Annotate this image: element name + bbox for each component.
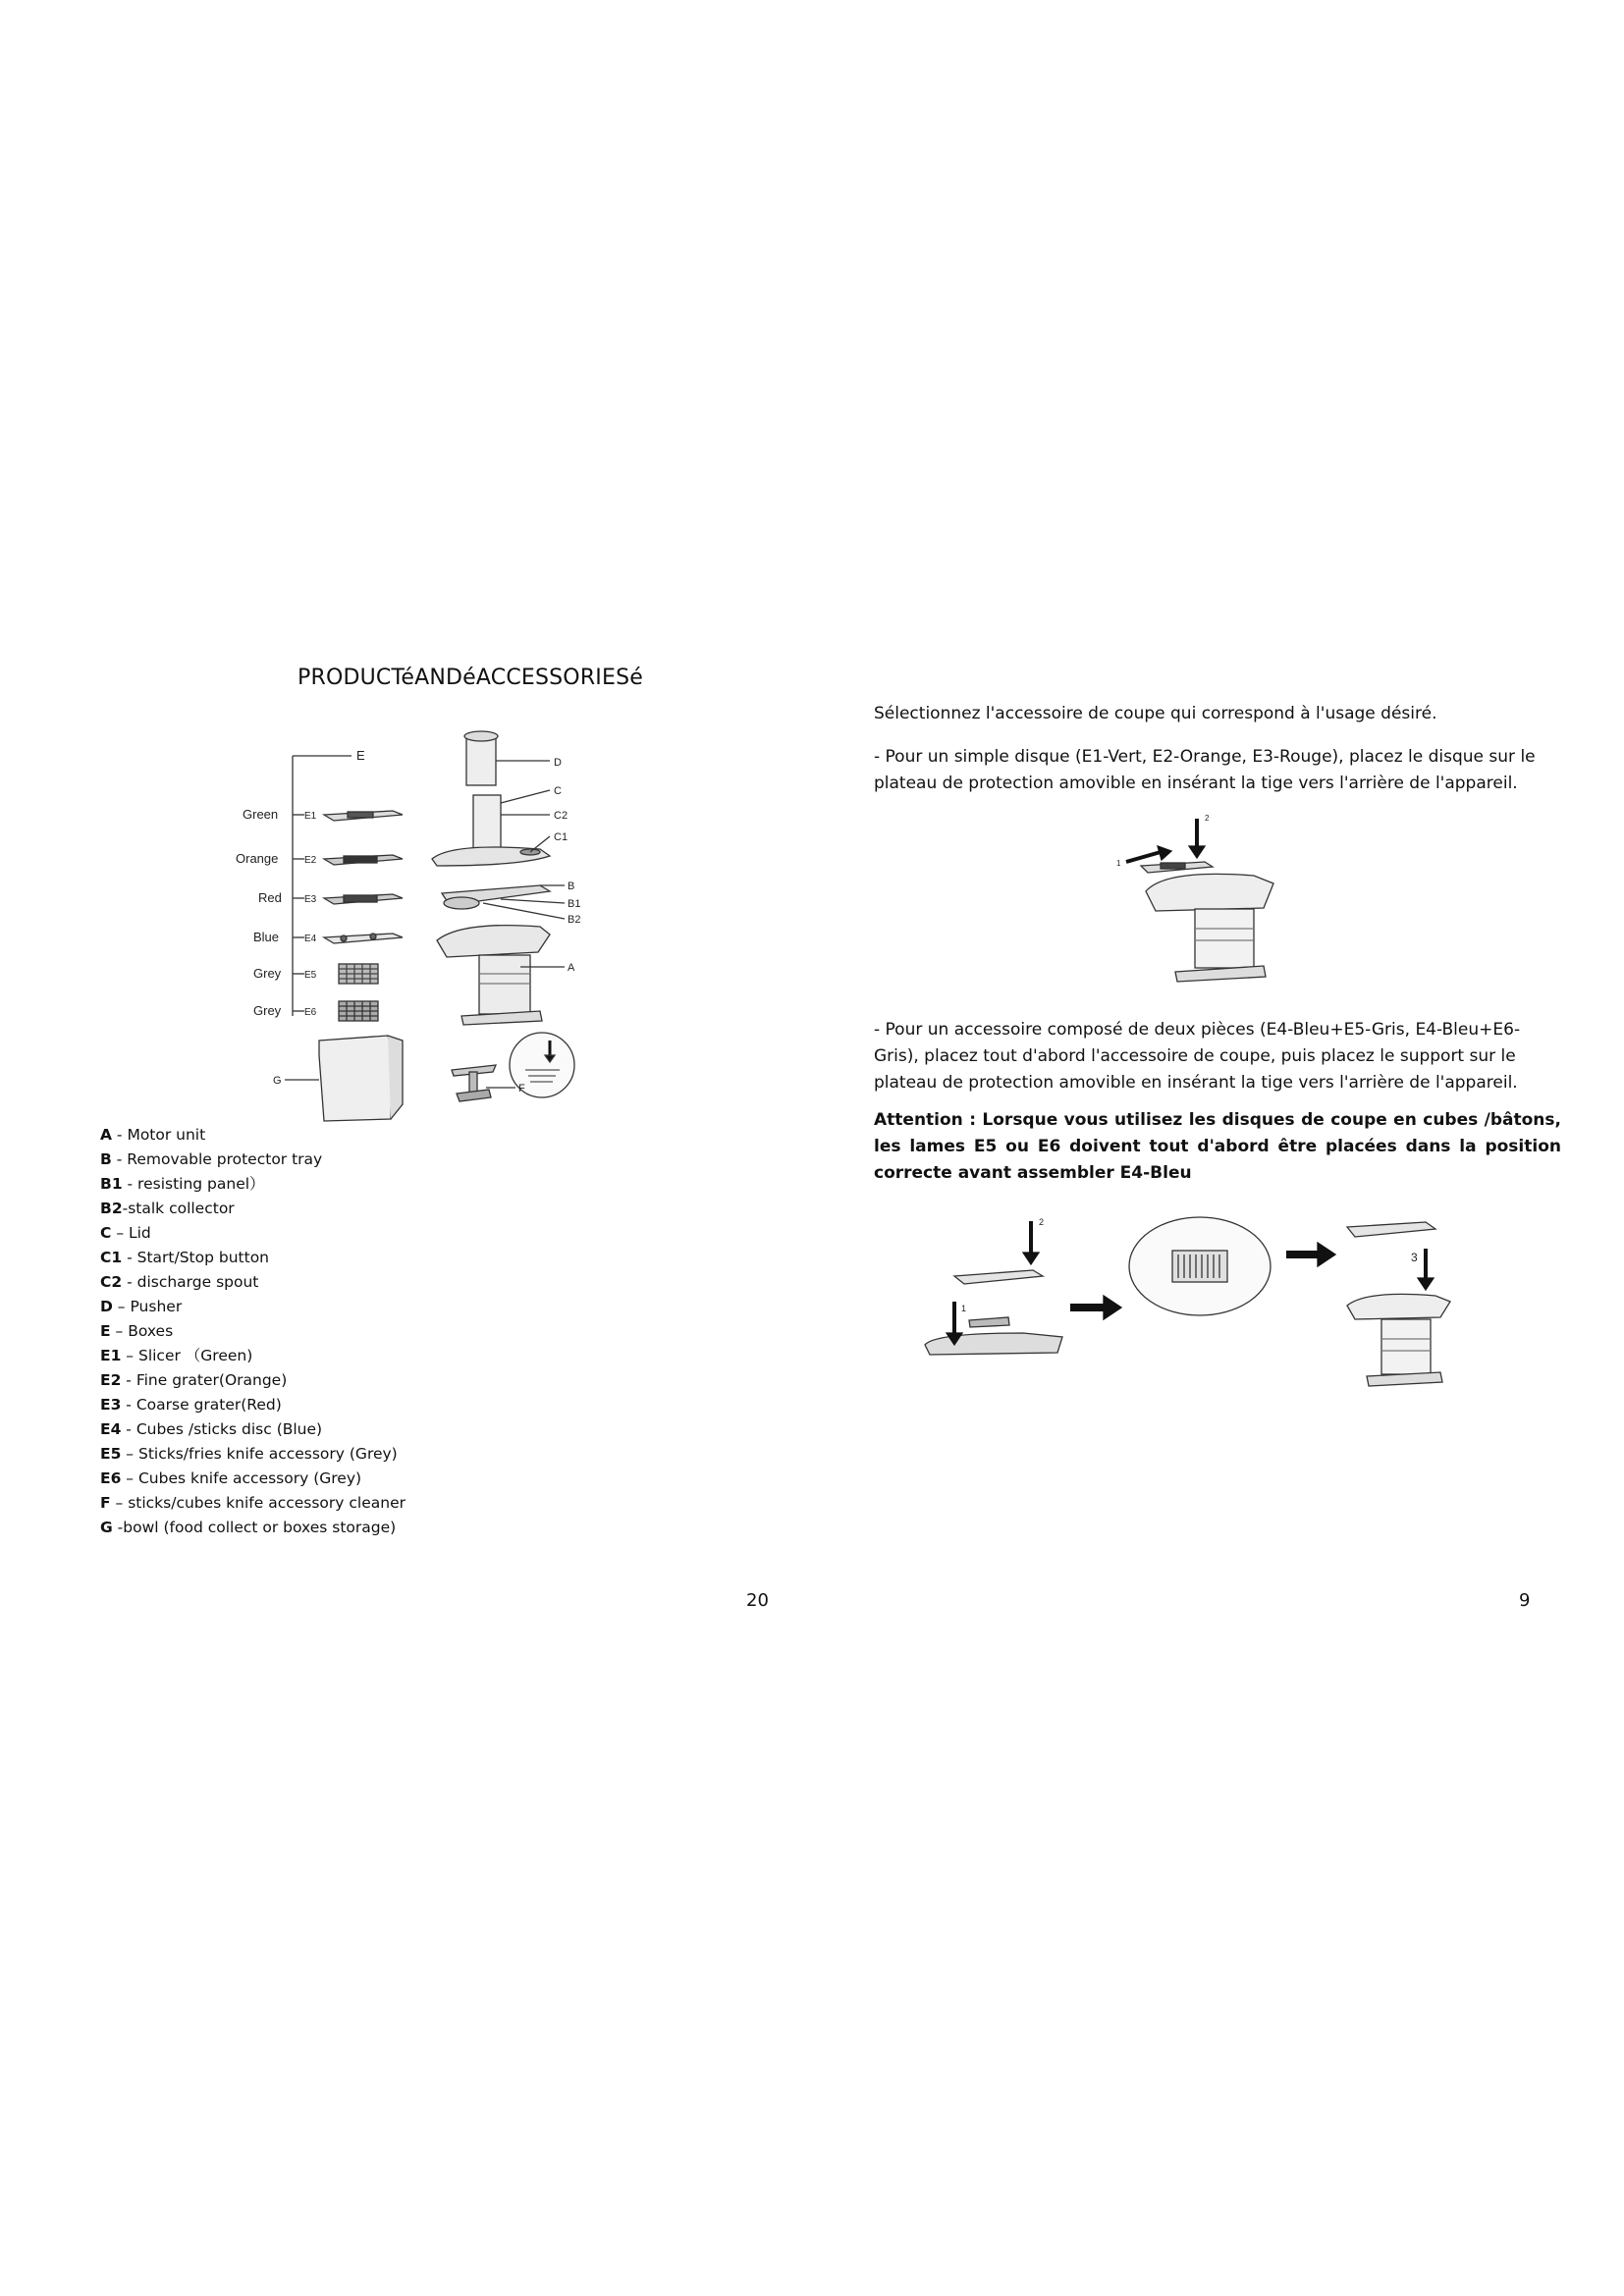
legend-item: F – sticks/cubes knife accessory cleaner	[100, 1494, 406, 1512]
legend-item: G -bowl (food collect or boxes storage)	[100, 1519, 397, 1536]
label-g: G	[273, 1075, 282, 1087]
label-c: C	[554, 785, 562, 797]
legend-item: C – Lid	[100, 1224, 151, 1242]
cleaner-f	[452, 1065, 515, 1101]
legend-item: A - Motor unit	[100, 1126, 206, 1144]
label-e5: E5	[304, 970, 317, 981]
two-piece-paragraph: - Pour un accessoire composé de deux pièces (E4-Bleu+E5-Gris, E4-Bleu+E6-Gris), placez tout d'abord l'accessoire de coupe, puis placez le support sur le plateau de protection amovible en insérant la tige vers l'arrière de l'appareil.	[874, 1020, 1521, 1093]
label-e3: E3	[304, 894, 317, 905]
legend-item: B - Removable protector tray	[100, 1150, 323, 1168]
disc-e3	[324, 894, 403, 904]
pusher-d	[464, 731, 550, 785]
legend-item: E6 – Cubes knife accessory (Grey)	[100, 1469, 362, 1487]
label-color-5: Grey	[253, 966, 282, 981]
legend-item: E2 - Fine grater(Orange)	[100, 1371, 288, 1389]
legend-item: D – Pusher	[100, 1298, 183, 1315]
label-e2: E2	[304, 855, 317, 866]
disc-e1	[324, 811, 403, 821]
label-b2: B2	[568, 914, 581, 926]
legend-item: E5 – Sticks/fries knife accessory (Grey)	[100, 1445, 398, 1463]
tray-b	[442, 885, 565, 919]
legend-item: B1 - resisting panel）	[100, 1175, 265, 1193]
disc-e2	[324, 855, 403, 865]
fig2-step-2: 2	[1039, 1217, 1045, 1227]
disc-e4	[324, 934, 403, 943]
label-color-4: Blue	[253, 930, 280, 944]
parts-legend	[100, 1123, 513, 1540]
label-e1: E1	[304, 811, 317, 822]
label-a: A	[568, 962, 575, 974]
fig2-step-1: 1	[961, 1304, 967, 1313]
single-disc-figure	[1107, 805, 1323, 1001]
page-number-left: 20	[746, 1590, 769, 1611]
single-disc-paragraph: - Pour un simple disque (E1-Vert, E2-Orange, E3-Rouge), placez le disque sur le plateau de protection amovible en insérant la tige vers l'arrière de l'appareil.	[874, 747, 1536, 793]
label-e4: E4	[304, 934, 317, 944]
attention-paragraph: Attention : Lorsque vous utilisez les disques de coupe en cubes /bâtons, les lames E5 ou E6 doivent tout d'abord être placées dans la position correcte avant assembler E4-Bleu	[874, 1110, 1561, 1183]
page-number-right: 9	[1519, 1590, 1531, 1611]
fig2-step-3: 3	[1411, 1251, 1418, 1264]
intro-paragraph: Sélectionnez l'accessoire de coupe qui correspond à l'usage désiré.	[874, 704, 1437, 723]
label-color-2: Orange	[236, 851, 279, 866]
label-c1: C1	[554, 831, 568, 843]
legend-item: E4 - Cubes /sticks disc (Blue)	[100, 1420, 323, 1438]
grid-e5	[339, 964, 378, 984]
legend-item: C1 - Start/Stop button	[100, 1249, 269, 1266]
legend-item: B2-stalk collector	[100, 1200, 235, 1217]
label-b: B	[568, 881, 575, 892]
product-exploded-diagram	[226, 717, 619, 1129]
legend-item: E3 - Coarse grater(Red)	[100, 1396, 282, 1414]
motor-unit-a	[437, 926, 565, 1025]
fig1-step-1: 1	[1116, 859, 1121, 868]
page-title: PRODUCTéANDéACCESSORIESé	[298, 666, 643, 690]
legend-item: E – Boxes	[100, 1322, 174, 1340]
cube-assembly-figure	[915, 1207, 1524, 1404]
bowl-g	[285, 1036, 403, 1121]
fig1-step-2: 2	[1205, 814, 1210, 823]
label-d: D	[554, 757, 562, 769]
label-b1: B1	[568, 898, 581, 910]
label-color-3: Red	[258, 890, 282, 905]
label-c2: C2	[554, 810, 568, 822]
label-color-1: Green	[243, 807, 279, 822]
legend-item: C2 - discharge spout	[100, 1273, 259, 1291]
right-page	[812, 0, 1624, 2296]
label-e6: E6	[304, 1007, 317, 1018]
lid-c	[432, 790, 550, 866]
label-group-e: E	[356, 748, 365, 763]
legend-item: E1 – Slicer （Green)	[100, 1347, 253, 1364]
grid-e6	[339, 1001, 378, 1021]
label-f: F	[518, 1083, 525, 1095]
label-color-6: Grey	[253, 1003, 282, 1018]
